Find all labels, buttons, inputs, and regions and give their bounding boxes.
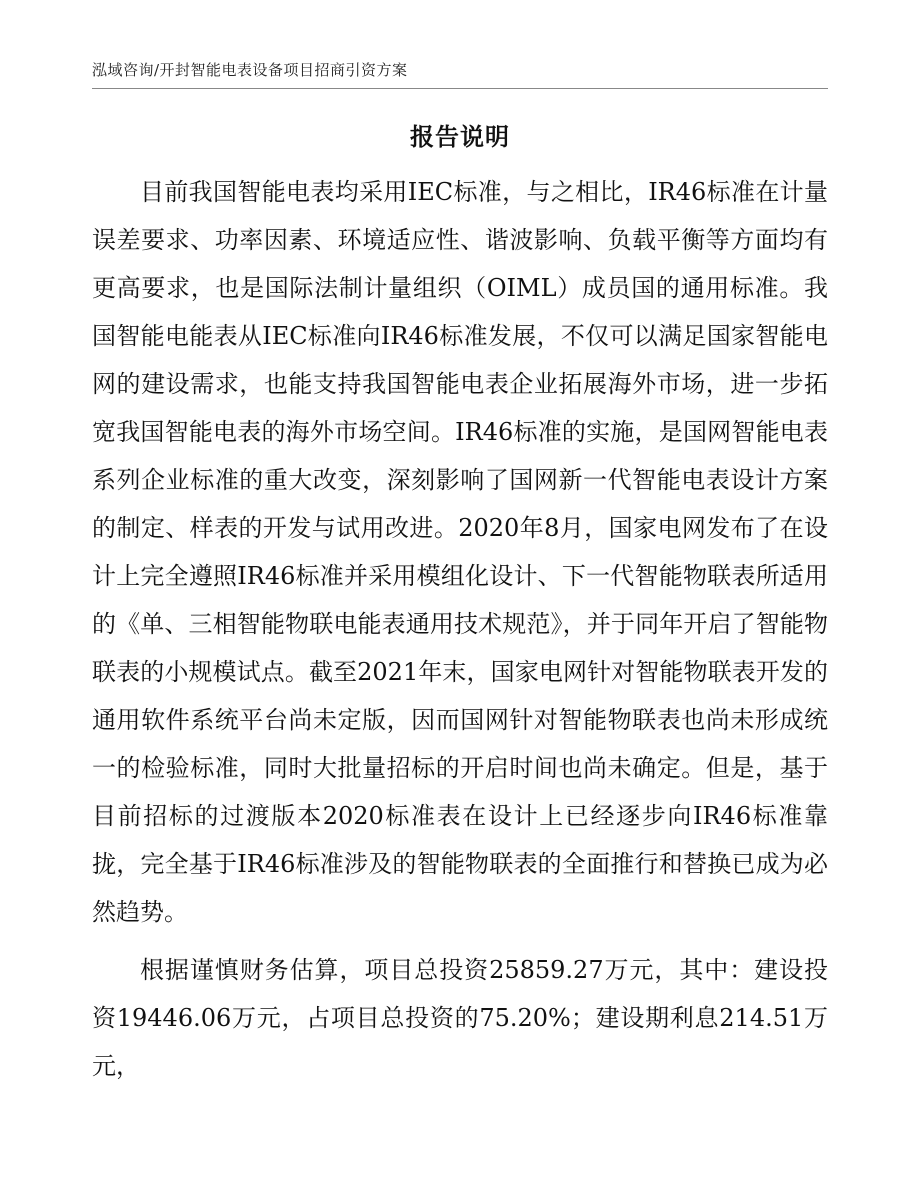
body-text: [92, 168, 828, 1090]
running-header: 泓域咨询/开封智能电表设备项目招商引资方案: [92, 61, 408, 79]
page-title: 报告说明: [410, 122, 510, 151]
header-divider: [92, 88, 828, 89]
paragraph-background: 目前我国智能电表均采用IEC标准，与之相比，IR46标准在计量误差要求、功率因素、环境适应性、谐波影响、负载平衡等方面均有更高要求，也是国际法制计量组织（OIML）成员国的通用标准。我国智能电能表从IEC标准向IR46标准发展，不仅可以满足国家智能电网的建设需求，也能支持我国智能电表企业拓展海外市场，进一步拓宽我国智能电表的海外市场空间。IR46标准的实施，是国网智能电表系列企业标准的重大改变，深刻影响了国网新一代智能电表设计方案的制定、样表的开发与试用改进。2020年8月，国家电网发布了在设计上完全遵照IR46标准并采用模组化设计、下一代智能物联表所适用的《单、三相智能物联电能表通用技术规范》，并于同年开启了智能物联表的小规模试点。截至2021年末，国家电网针对智能物联表开发的通用软件系统平台尚未定版，因而国网针对智能物联表也尚未形成统一的检验标准，同时大批量招标的开启时间也尚未确定。但是，基于目前招标的过渡版本2020标准表在设计上已经逐步向IR46标准靠拢，完全基于IR46标准涉及的智能物联表的全面推行和替换已成为必然趋势。: [92, 178, 828, 926]
paragraph-investment: 根据谨慎财务估算，项目总投资25859.27万元，其中：建设投资19446.06万元，占项目总投资的75.20%；建设期利息214.51万元，: [92, 956, 828, 1080]
